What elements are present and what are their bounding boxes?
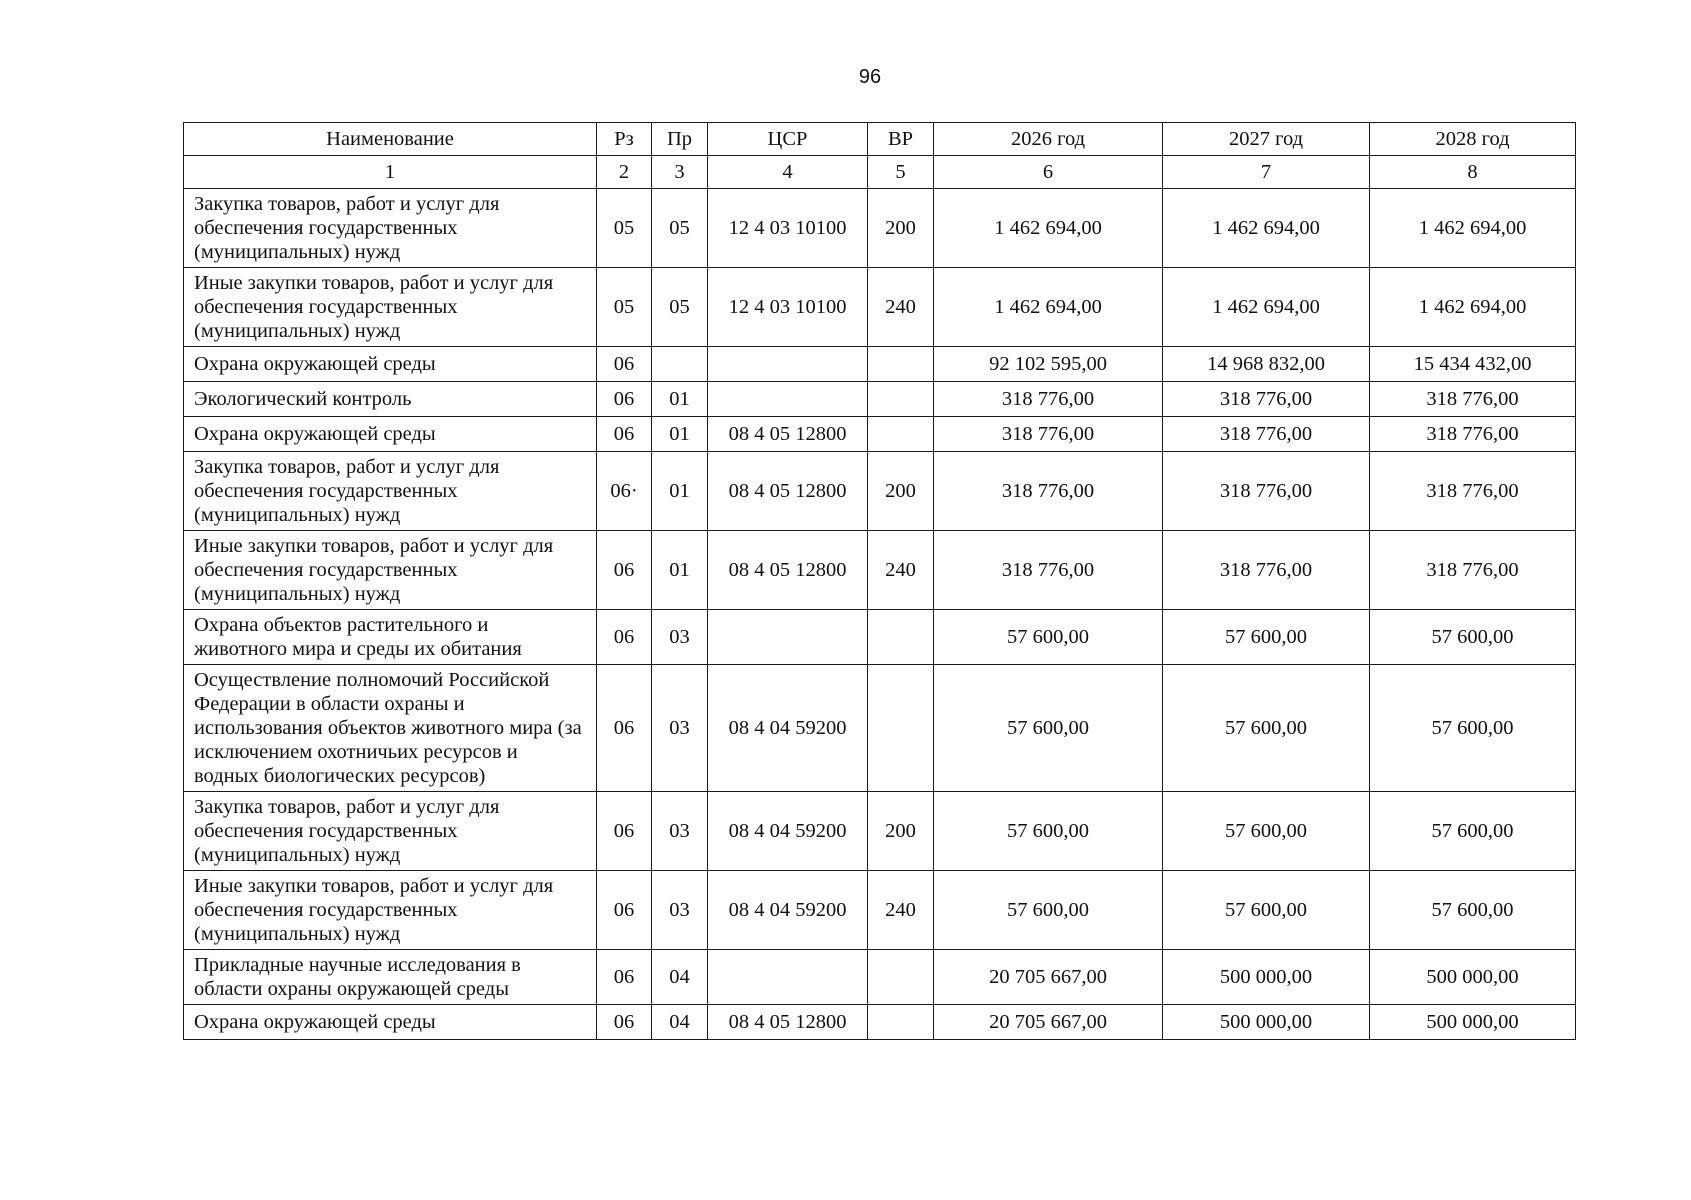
row-pr [652, 347, 708, 382]
row-pr: 03 [652, 610, 708, 665]
row-2028: 500 000,00 [1370, 950, 1576, 1005]
row-2027: 318 776,00 [1163, 417, 1370, 452]
row-name: Экологический контроль [184, 382, 597, 417]
table-row [184, 665, 1576, 792]
table-row [184, 1005, 1576, 1040]
header-name: Наименование [184, 123, 597, 156]
table-row [184, 347, 1576, 382]
row-pr: 01 [652, 452, 708, 531]
column-number-row [184, 156, 1576, 189]
column-number: 2 [597, 156, 652, 189]
row-pr: 03 [652, 792, 708, 871]
table-row [184, 610, 1576, 665]
header-vr: ВР [868, 123, 934, 156]
row-vr: 240 [868, 268, 934, 347]
row-csr [708, 950, 868, 1005]
header-2026: 2026 год [934, 123, 1163, 156]
row-csr: 08 4 05 12800 [708, 1005, 868, 1040]
row-rz: 06 [597, 347, 652, 382]
row-name: Иные закупки товаров, работ и услуг для обеспечения государственных (муниципальных) нужд [184, 268, 597, 347]
row-vr [868, 417, 934, 452]
row-vr [868, 382, 934, 417]
row-2027: 318 776,00 [1163, 531, 1370, 610]
row-pr: 05 [652, 268, 708, 347]
column-number: 4 [708, 156, 868, 189]
row-rz: 06· [597, 452, 652, 531]
row-name: Охрана окружающей среды [184, 417, 597, 452]
row-csr: 08 4 04 59200 [708, 871, 868, 950]
row-rz: 06 [597, 871, 652, 950]
row-2026: 57 600,00 [934, 871, 1163, 950]
row-vr: 200 [868, 792, 934, 871]
row-2027: 1 462 694,00 [1163, 189, 1370, 268]
row-vr: 240 [868, 531, 934, 610]
row-2026: 57 600,00 [934, 792, 1163, 871]
row-2026: 92 102 595,00 [934, 347, 1163, 382]
table-row [184, 189, 1576, 268]
table-row [184, 417, 1576, 452]
header-pr: Пр [652, 123, 708, 156]
row-name: Закупка товаров, работ и услуг для обеспечения государственных (муниципальных) нужд [184, 189, 597, 268]
row-rz: 06 [597, 610, 652, 665]
row-pr: 01 [652, 382, 708, 417]
row-2027: 318 776,00 [1163, 452, 1370, 531]
row-2028: 318 776,00 [1370, 382, 1576, 417]
row-rz: 06 [597, 792, 652, 871]
row-vr [868, 610, 934, 665]
row-name: Охрана объектов растительного и животного мира и среды их обитания [184, 610, 597, 665]
row-csr: 12 4 03 10100 [708, 189, 868, 268]
row-2028: 318 776,00 [1370, 531, 1576, 610]
row-2026: 20 705 667,00 [934, 950, 1163, 1005]
budget-table [183, 122, 1576, 1040]
row-2027: 318 776,00 [1163, 382, 1370, 417]
row-2028: 318 776,00 [1370, 452, 1576, 531]
row-2028: 57 600,00 [1370, 871, 1576, 950]
table-row [184, 268, 1576, 347]
column-number: 8 [1370, 156, 1576, 189]
row-vr: 240 [868, 871, 934, 950]
row-2028: 318 776,00 [1370, 417, 1576, 452]
row-2027: 57 600,00 [1163, 792, 1370, 871]
row-2028: 1 462 694,00 [1370, 189, 1576, 268]
row-2027: 500 000,00 [1163, 1005, 1370, 1040]
row-name: Иные закупки товаров, работ и услуг для обеспечения государственных (муниципальных) нужд [184, 871, 597, 950]
row-rz: 06 [597, 417, 652, 452]
row-csr: 08 4 04 59200 [708, 792, 868, 871]
row-2026: 318 776,00 [934, 452, 1163, 531]
row-rz: 06 [597, 950, 652, 1005]
row-2028: 57 600,00 [1370, 610, 1576, 665]
row-2027: 500 000,00 [1163, 950, 1370, 1005]
row-2026: 1 462 694,00 [934, 268, 1163, 347]
header-2027: 2027 год [1163, 123, 1370, 156]
row-name: Осуществление полномочий Российской Федерации в области охраны и использования объектов животного мира (за исключением охотничьих ресурсов и водных биологических ресурсов) [184, 665, 597, 792]
row-csr [708, 610, 868, 665]
row-csr: 08 4 05 12800 [708, 531, 868, 610]
row-rz: 06 [597, 531, 652, 610]
row-name: Закупка товаров, работ и услуг для обеспечения государственных (муниципальных) нужд [184, 452, 597, 531]
column-number: 6 [934, 156, 1163, 189]
row-2027: 57 600,00 [1163, 871, 1370, 950]
row-2028: 1 462 694,00 [1370, 268, 1576, 347]
table-row [184, 382, 1576, 417]
column-number: 1 [184, 156, 597, 189]
table-row [184, 792, 1576, 871]
row-vr [868, 1005, 934, 1040]
row-2028: 15 434 432,00 [1370, 347, 1576, 382]
row-2027: 1 462 694,00 [1163, 268, 1370, 347]
row-csr [708, 347, 868, 382]
row-pr: 03 [652, 665, 708, 792]
row-csr [708, 382, 868, 417]
row-pr: 05 [652, 189, 708, 268]
row-name: Иные закупки товаров, работ и услуг для обеспечения государственных (муниципальных) нужд [184, 531, 597, 610]
row-pr: 01 [652, 531, 708, 610]
row-2026: 318 776,00 [934, 382, 1163, 417]
row-rz: 06 [597, 1005, 652, 1040]
row-2028: 57 600,00 [1370, 792, 1576, 871]
row-pr: 04 [652, 950, 708, 1005]
table-row [184, 452, 1576, 531]
header-rz: Рз [597, 123, 652, 156]
row-2027: 57 600,00 [1163, 665, 1370, 792]
row-pr: 04 [652, 1005, 708, 1040]
column-number: 7 [1163, 156, 1370, 189]
row-name: Прикладные научные исследования в области охраны окружающей среды [184, 950, 597, 1005]
table-row [184, 531, 1576, 610]
row-csr: 08 4 05 12800 [708, 452, 868, 531]
column-number: 3 [652, 156, 708, 189]
row-vr [868, 665, 934, 792]
row-2026: 1 462 694,00 [934, 189, 1163, 268]
row-2026: 20 705 667,00 [934, 1005, 1163, 1040]
column-number: 5 [868, 156, 934, 189]
row-vr: 200 [868, 189, 934, 268]
row-2026: 318 776,00 [934, 531, 1163, 610]
row-csr: 12 4 03 10100 [708, 268, 868, 347]
row-vr [868, 347, 934, 382]
table-row [184, 871, 1576, 950]
row-name: Охрана окружающей среды [184, 347, 597, 382]
header-2028: 2028 год [1370, 123, 1576, 156]
row-csr: 08 4 05 12800 [708, 417, 868, 452]
row-csr: 08 4 04 59200 [708, 665, 868, 792]
page-number: 96 [858, 66, 882, 88]
row-rz: 05 [597, 189, 652, 268]
row-2028: 500 000,00 [1370, 1005, 1576, 1040]
row-2026: 57 600,00 [934, 610, 1163, 665]
header-row [184, 123, 1576, 156]
row-name: Закупка товаров, работ и услуг для обеспечения государственных (муниципальных) нужд [184, 792, 597, 871]
row-rz: 06 [597, 665, 652, 792]
row-2027: 57 600,00 [1163, 610, 1370, 665]
row-2027: 14 968 832,00 [1163, 347, 1370, 382]
header-csr: ЦСР [708, 123, 868, 156]
row-2028: 57 600,00 [1370, 665, 1576, 792]
row-rz: 06 [597, 382, 652, 417]
row-2026: 57 600,00 [934, 665, 1163, 792]
row-pr: 01 [652, 417, 708, 452]
row-pr: 03 [652, 871, 708, 950]
row-name: Охрана окружающей среды [184, 1005, 597, 1040]
table-row [184, 950, 1576, 1005]
row-2026: 318 776,00 [934, 417, 1163, 452]
row-vr [868, 950, 934, 1005]
row-vr: 200 [868, 452, 934, 531]
row-rz: 05 [597, 268, 652, 347]
